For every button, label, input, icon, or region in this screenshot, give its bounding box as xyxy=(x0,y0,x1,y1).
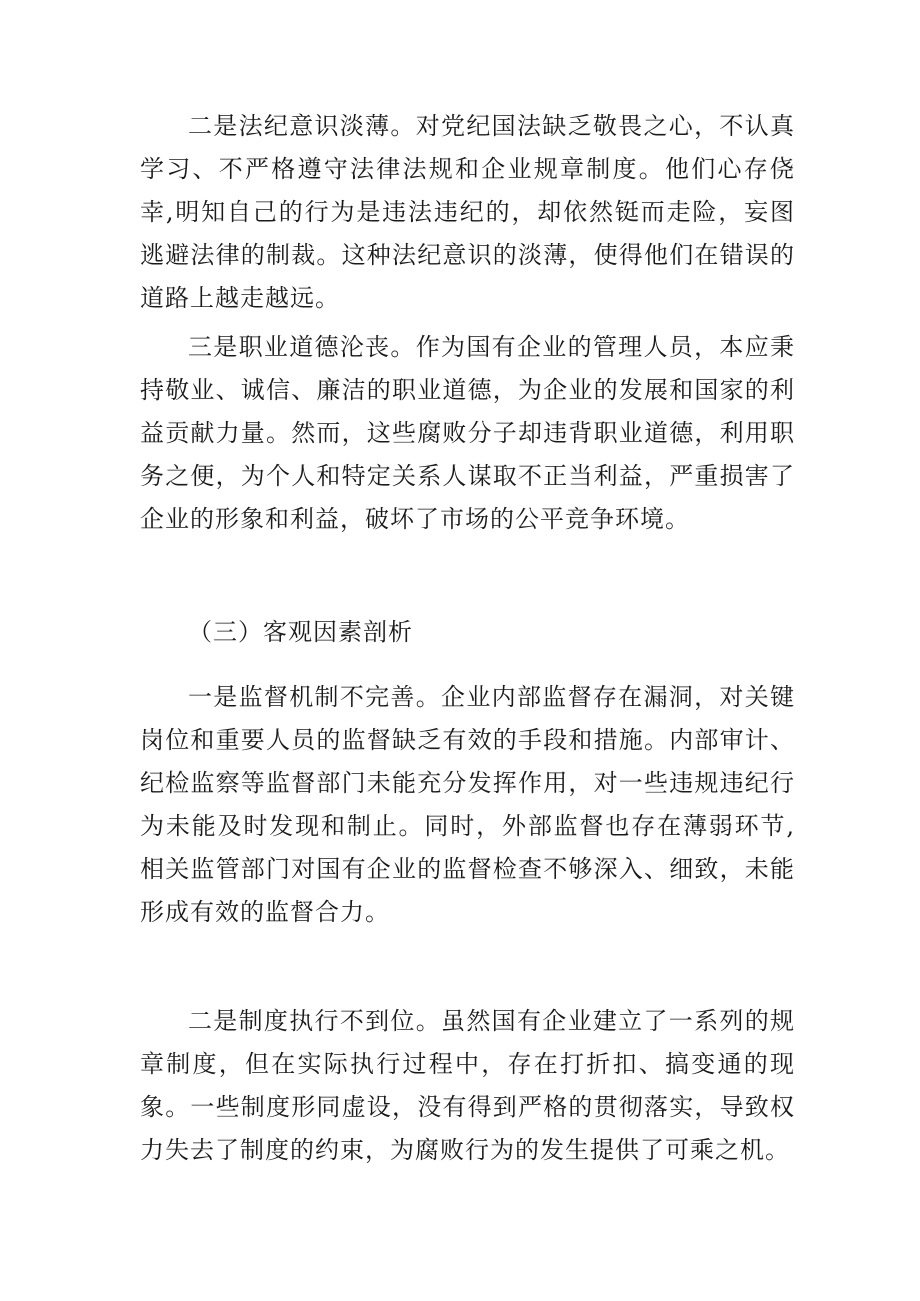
section-heading-objective-factors: （三）客观因素剖析 xyxy=(188,618,413,646)
paragraph-supervision-mechanism: 一是监督机制不完善。企业内部监督存在漏洞，对关键岗位和重要人员的监督缺乏有效的手段和措施。内部审计、纪检监察等监督部门未能充分发挥作用，对一些违规违纪行为未能及时发现和制止。同时，外部监督也存在薄弱环节,相关监管部门对国有企业的监督检查不够深入、细致，未能形成有效的监督合力。 xyxy=(140,683,795,926)
paragraph-system-execution: 二是制度执行不到位。虽然国有企业建立了一系列的规章制度，但在实际执行过程中，存在打折扣、搞变通的现象。一些制度形同虚设，没有得到严格的贯彻落实，导致权力失去了制度的约束，为腐败行为的发生提供了可乘之机。 xyxy=(140,1007,795,1164)
paragraph-professional-ethics: 三是职业道德沦丧。作为国有企业的管理人员，本应秉持敬业、诚信、廉洁的职业道德，为企业的发展和国家的利益贡献力量。然而，这些腐败分子却违背职业道德，利用职务之便，为个人和特定关系人谋取不正当利益，严重损害了企业的形象和利益，破坏了市场的公平竞争环境。 xyxy=(140,333,795,533)
paragraph-legal-awareness: 二是法纪意识淡薄。对党纪国法缺乏敬畏之心，不认真学习、不严格遵守法律法规和企业规章制度。他们心存侥幸,明知自己的行为是违法违纪的，却依然铤而走险，妄图逃避法律的制裁。这种法纪意识的淡薄，使得他们在错误的道路上越走越远。 xyxy=(140,112,795,312)
